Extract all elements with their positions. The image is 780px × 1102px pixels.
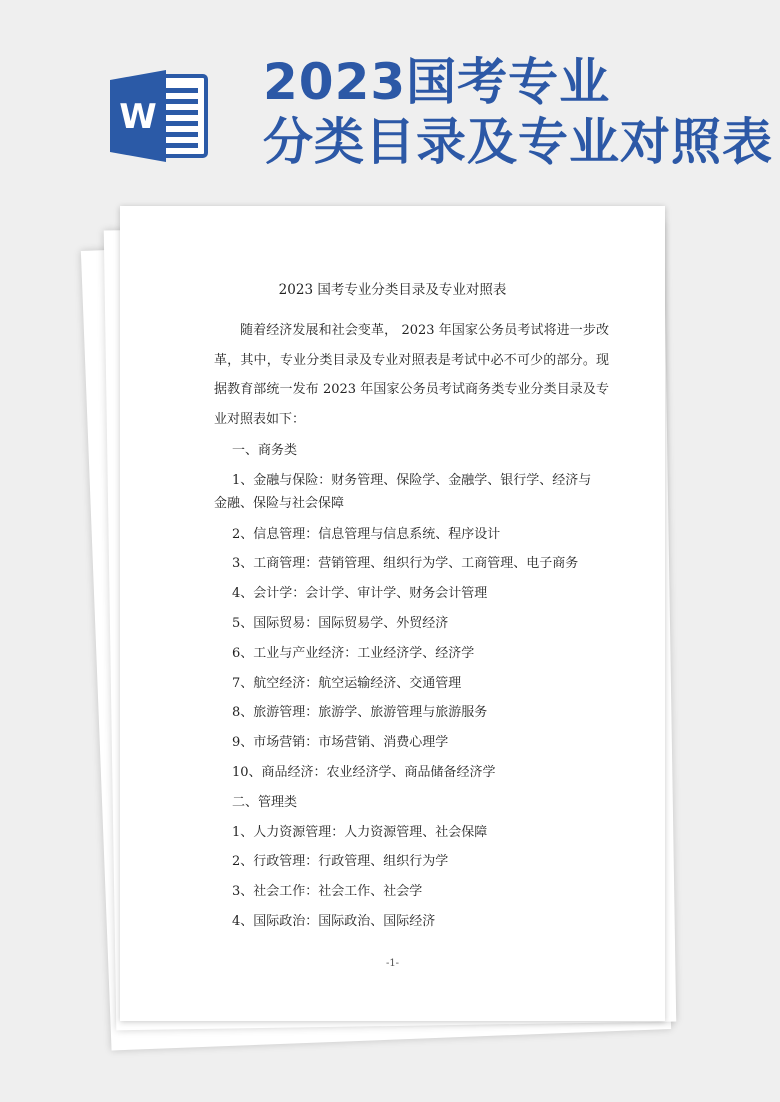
page-number: -1- bbox=[385, 958, 400, 969]
banner-title-line1: 2023国考专业 bbox=[263, 53, 611, 111]
section-heading-management: 二、管理类 bbox=[232, 794, 298, 810]
banner-title-line2: 分类目录及专业对照表 bbox=[263, 113, 773, 171]
list-item: 1、金融与保险：财务管理、保险学、金融学、银行学、经济与 金融、保险与社会保障 bbox=[214, 472, 592, 511]
list-item: 10、商品经济：农业经济学、商品储备经济学 bbox=[232, 764, 496, 780]
list-item: 2、信息管理：信息管理与信息系统、程序设计 bbox=[232, 526, 501, 542]
list-item: 1、人力资源管理：人力资源管理、社会保障 bbox=[232, 824, 488, 840]
list-item: 9、市场营销：市场营销、消费心理学 bbox=[232, 735, 449, 751]
list-item: 7、航空经济：航空运输经济、交通管理 bbox=[232, 675, 462, 691]
section-heading-business: 一、商务类 bbox=[232, 443, 298, 458]
intro-paragraph: 随着经济发展和社会变革， 2023 年国家公务员考试将进一步改革，其中，专业分类目录及专业对照表是考试中必不可少的部分。现据教育部统一发布 2023 年国家公务员考试商务类专业分类目录及专业对照表如下： bbox=[214, 323, 609, 427]
list-item: 8、旅游管理：旅游学、旅游管理与旅游服务 bbox=[232, 705, 488, 721]
list-item: 6、工业与产业经济：工业经济学、经济学 bbox=[232, 645, 475, 661]
category-list bbox=[214, 436, 609, 937]
list-item: 4、会计学：会计学、审计学、财务会计管理 bbox=[232, 586, 488, 602]
document-page bbox=[120, 206, 665, 1021]
list-item: 4、国际政治：国际政治、国际经济 bbox=[232, 913, 436, 929]
word-document-icon bbox=[108, 68, 210, 164]
svg-text:W: W bbox=[119, 97, 157, 137]
document-title: 2023 国考专业分类目录及专业对照表 bbox=[278, 282, 507, 298]
list-item: 3、社会工作：社会工作、社会学 bbox=[232, 884, 423, 900]
list-item: 5、国际贸易：国际贸易学、外贸经济 bbox=[232, 615, 449, 631]
list-item: 3、工商管理：营销管理、组织行为学、工商管理、电子商务 bbox=[232, 556, 579, 572]
banner-title bbox=[263, 52, 773, 172]
list-item: 2、行政管理：行政管理、组织行为学 bbox=[232, 854, 449, 870]
